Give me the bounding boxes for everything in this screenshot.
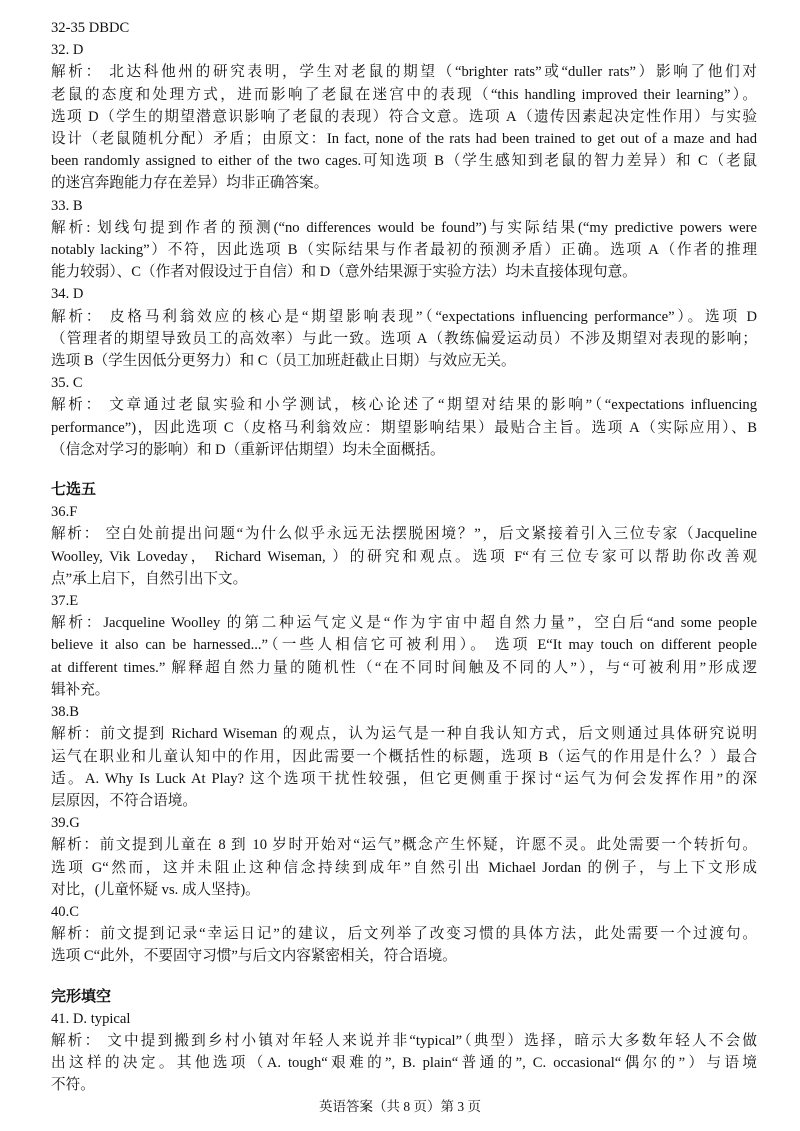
text-line: 选项 C“此外，不要固守习惯”与后文内容紧密相关，符合语境。: [51, 948, 457, 965]
text-line: 辑补充。: [51, 681, 110, 698]
text-line: 点”承上启下，自然引出下文。: [51, 570, 248, 587]
text-line: 解析： 皮格马利翁效应的核心是“期望影响表现”（“expectations influencing performance”）。选项 D: [51, 308, 757, 325]
text-line: 运气在职业和儿童认知中的作用，因此需要一个概括性的标题，选项 B（运气的作用是什么？）最合: [51, 748, 757, 765]
text-line: 不符。: [51, 1077, 95, 1094]
text-line: （管理者的期望导致员工的高效率）与此一致。选项 A（教练偏爱运动员）不涉及期望对表现的影响；: [51, 330, 757, 347]
text-line: 出这样的决定。其他选项（A. tough“艰难的”, B. plain“普通的”, C. occasional“偶尔的”）与语境: [51, 1055, 757, 1072]
text-line: 32. D: [51, 42, 84, 59]
text-line: performance”)，因此选项 C（皮格马利翁效应：期望影响结果）最贴合主旨。选项 A（实际应用）、B: [51, 419, 757, 436]
text-line: 老鼠的态度和处理方式，进而影响了老鼠在迷宫中的表现（“this handling improved their learning”）。: [51, 86, 757, 103]
text-line: 解析：Jacqueline Woolley 的第二种运气定义是“作为宇宙中超自然力量”，空白后“and some people: [51, 615, 757, 632]
text-line: 40.C: [51, 903, 79, 920]
text-line: 解析: 划线句提到作者的预测(“no differences would be found”)与实际结果(“my predictive powers were: [51, 219, 757, 236]
answer-key-page: [51, 17, 757, 1097]
text-line: 解析： 北达科他州的研究表明，学生对老鼠的期望（“brighter rats”或“duller rats”）影响了他们对: [51, 64, 757, 81]
text-line: 32-35 DBDC: [51, 20, 130, 36]
text-line: 层原因，不符合语境。: [51, 792, 197, 809]
text-line: 的迷宫奔跑能力存在差异）均非正确答案。: [51, 175, 329, 192]
text-line: at different times.” 解释超自然力量的随机性（“在不同时间触及不同的人”），与“可被利用”形成逻: [51, 659, 757, 676]
text-line: 适。A. Why Is Luck At Play? 这个选项干扰性较强，但它更侧重于探讨“运气为何会发挥作用”的深: [51, 770, 757, 787]
text-line: believe it also can be harnessed...”（一些人相信它可被利用）。 选项 E“It may touch on different people: [51, 637, 757, 654]
text-line: 对比，(儿童怀疑 vs. 成人坚持)。: [51, 881, 260, 898]
text-line: 选项 D（学生的期望潜意识影响了老鼠的表现）符合文意。选项 A（遗传因素起决定性作用）与实验: [51, 108, 757, 125]
text-line: 34. D: [51, 286, 84, 303]
text-line: been randomly assigned to either of the two cages.可知选项 B（学生感知到老鼠的智力差异）和 C（老鼠: [51, 153, 757, 170]
text-line: 解析： 文章通过老鼠实验和小学测试，核心论述了“期望对结果的影响”（“expectations influencing: [51, 397, 757, 414]
text-line: 选项 G“然而，这并未阻止这种信念持续到成年”自然引出 Michael Jordan 的例子，与上下文形成: [51, 859, 757, 876]
text-line: 设计（老鼠随机分配）矛盾；由原文：In fact, none of the rats had been trained to get out of a maze and had: [51, 131, 757, 148]
section-heading: 完形填空: [51, 988, 112, 1005]
text-line: （信念对学习的影响）和 D（重新评估期望）均未全面概括。: [51, 441, 445, 458]
text-line: 选项 B（学生因低分更努力）和 C（员工加班赶截止日期）与效应无关。: [51, 353, 516, 370]
text-line: 能力较弱）、C（作者对假设过于自信）和 D（意外结果源于实验方法）均未直接体现句意。: [51, 264, 637, 281]
text-line: 37.E: [51, 593, 79, 610]
text-line: 解析：前文提到 Richard Wiseman 的观点，认为运气是一种自我认知方式，后文则通过具体研究说明: [51, 726, 757, 743]
section-gap: [51, 461, 757, 479]
text-line: 39.G: [51, 815, 80, 832]
text-line: notably lacking”）不符，因此选项 B（实际结果与作者最初的预测矛盾）正确。选项 A（作者的推理: [51, 242, 757, 259]
text-line: 解析： 空白处前提出问题“为什么似乎永远无法摆脱困境？”，后文紧接着引入三位专家（Jacqueline: [51, 526, 757, 543]
text-line: 35. C: [51, 375, 83, 392]
text-line: 36.F: [51, 504, 78, 521]
section-gap: [51, 968, 757, 986]
text-line: 解析：前文提到儿童在 8 到 10 岁时开始对“运气”概念产生怀疑，许愿不灵。此处需要一个转折句。: [51, 837, 757, 854]
text-line: Woolley, Vik Loveday， Richard Wiseman, ）的研究和观点。选项 F“有三位专家可以帮助你改善观: [51, 548, 757, 565]
text-line: 解析：前文提到记录“幸运日记”的建议，后文列举了改变习惯的具体方法，此处需要一个过渡句。: [51, 926, 757, 943]
text-line: 解析： 文中提到搬到乡村小镇对年轻人来说并非“typical”（典型）选择，暗示大多数年轻人不会做: [51, 1032, 757, 1049]
text-line: 33. B: [51, 197, 83, 214]
section-heading: 七选五: [51, 482, 97, 499]
text-line: 38.B: [51, 704, 79, 721]
text-line: 41. D. typical: [51, 1010, 131, 1027]
page-footer: 英语答案（共 8 页）第 3 页: [319, 1099, 481, 1114]
